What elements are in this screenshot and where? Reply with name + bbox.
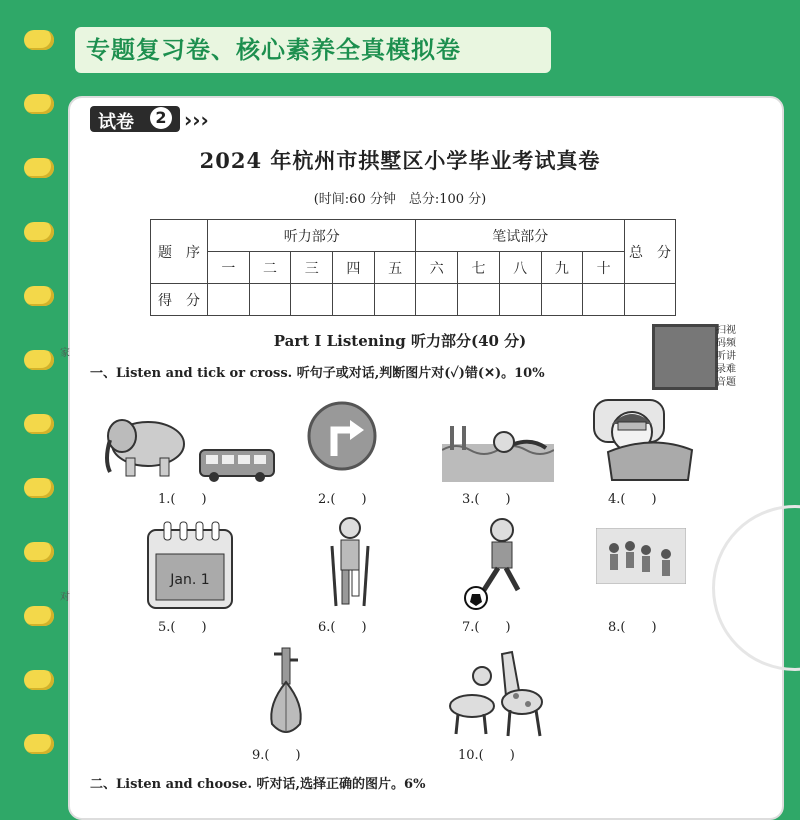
binder-ring: [24, 286, 54, 306]
answer-blank[interactable]: 3.( ): [462, 492, 511, 507]
turn-right-sign-icon: [306, 400, 378, 472]
answer-blank[interactable]: 7.( ): [462, 620, 511, 635]
qr-caption-line: 扫视: [716, 325, 736, 336]
qr-caption-line: 录难: [716, 364, 736, 375]
col-header: 九: [541, 252, 583, 284]
score-cell[interactable]: [416, 284, 458, 316]
total-header: 总 分: [625, 220, 676, 284]
col-header: 一: [208, 252, 250, 284]
col-header: 七: [458, 252, 500, 284]
pipa-icon: [264, 644, 308, 740]
answer-blank[interactable]: 6.( ): [318, 620, 367, 635]
swimming-icon: [442, 420, 554, 482]
answer-blank[interactable]: 5.( ): [158, 620, 207, 635]
binder-ring: [24, 30, 54, 50]
col-header: 五: [374, 252, 416, 284]
football-boy-icon: [462, 516, 532, 612]
binder-ring: [24, 670, 54, 690]
answer-blank[interactable]: 10.( ): [458, 748, 515, 763]
answer-blank[interactable]: 1.( ): [158, 492, 207, 507]
binder-ring: [24, 734, 54, 754]
answer-blank[interactable]: 4.( ): [608, 492, 657, 507]
elephant-bus-icon: [102, 412, 278, 482]
binder-ring: [24, 94, 54, 114]
answer-blank[interactable]: 8.( ): [608, 620, 657, 635]
qr-code-icon[interactable]: [652, 324, 718, 390]
col-header: 三: [291, 252, 333, 284]
score-cell[interactable]: [583, 284, 625, 316]
part1-title: Part Ⅰ Listening 听力部分(40 分): [273, 332, 527, 350]
table-row-header: 题 序: [151, 220, 208, 284]
col-header: 四: [333, 252, 375, 284]
calendar-date-text: Jan. 1: [170, 572, 210, 588]
binder-ring: [24, 478, 54, 498]
paper-tag-label: 试卷: [98, 112, 134, 133]
score-cell[interactable]: [249, 284, 291, 316]
score-cell[interactable]: [499, 284, 541, 316]
score-table: [150, 219, 676, 316]
elephant-icon: [107, 420, 184, 476]
deer-giraffe-icon: [436, 646, 556, 738]
answer-blank[interactable]: 2.( ): [318, 492, 367, 507]
binder-ring: [24, 222, 54, 242]
score-cell[interactable]: [333, 284, 375, 316]
qr-caption-line: 听讲: [716, 351, 736, 362]
exam-title: 2024 年杭州市拱墅区小学毕业考试真卷: [199, 148, 601, 173]
listening-header: 听力部分: [208, 220, 416, 252]
qr-caption-line: 码频: [716, 338, 736, 349]
bus-icon: [200, 450, 274, 482]
col-header: 六: [416, 252, 458, 284]
binder-ring: [24, 350, 54, 370]
banner-title: 专题复习卷、核心素养全真模拟卷: [86, 36, 461, 64]
side-mark: 家: [60, 348, 70, 359]
total-score-cell[interactable]: [625, 284, 676, 316]
score-cell[interactable]: [458, 284, 500, 316]
paper-tag-number: 2: [150, 107, 172, 129]
col-header: 二: [249, 252, 291, 284]
score-row-label: 得 分: [151, 284, 208, 316]
crutches-boy-icon: [328, 516, 374, 608]
qr-caption-line: 音题: [716, 377, 736, 388]
col-header: 八: [499, 252, 541, 284]
writing-header: 笔试部分: [416, 220, 625, 252]
section1-instruction: 一、Listen and tick or cross. 听句子或对话,判断图片对(✓)错(✕)。10%: [90, 366, 545, 381]
calendar-icon: [146, 520, 234, 610]
score-cell[interactable]: [208, 284, 250, 316]
score-cell[interactable]: [541, 284, 583, 316]
col-header: 十: [583, 252, 625, 284]
exam-subtitle: (时间:60 分钟 总分:100 分): [313, 192, 487, 207]
side-mark: 对: [60, 592, 70, 603]
binder-ring: [24, 606, 54, 626]
giraffe-icon: [502, 652, 542, 736]
sick-girl-icon: [592, 394, 696, 484]
score-cell[interactable]: [374, 284, 416, 316]
answer-blank[interactable]: 9.( ): [252, 748, 301, 763]
section2-instruction: 二、Listen and choose. 听对话,选择正确的图片。6%: [90, 777, 426, 792]
score-cell[interactable]: [291, 284, 333, 316]
chevron-right-icon: ›››: [184, 108, 209, 132]
binder-ring: [24, 414, 54, 434]
binder-ring: [24, 542, 54, 562]
running-kids-icon: [596, 528, 686, 584]
qr-caption: [716, 324, 746, 389]
deer-icon: [450, 667, 494, 734]
